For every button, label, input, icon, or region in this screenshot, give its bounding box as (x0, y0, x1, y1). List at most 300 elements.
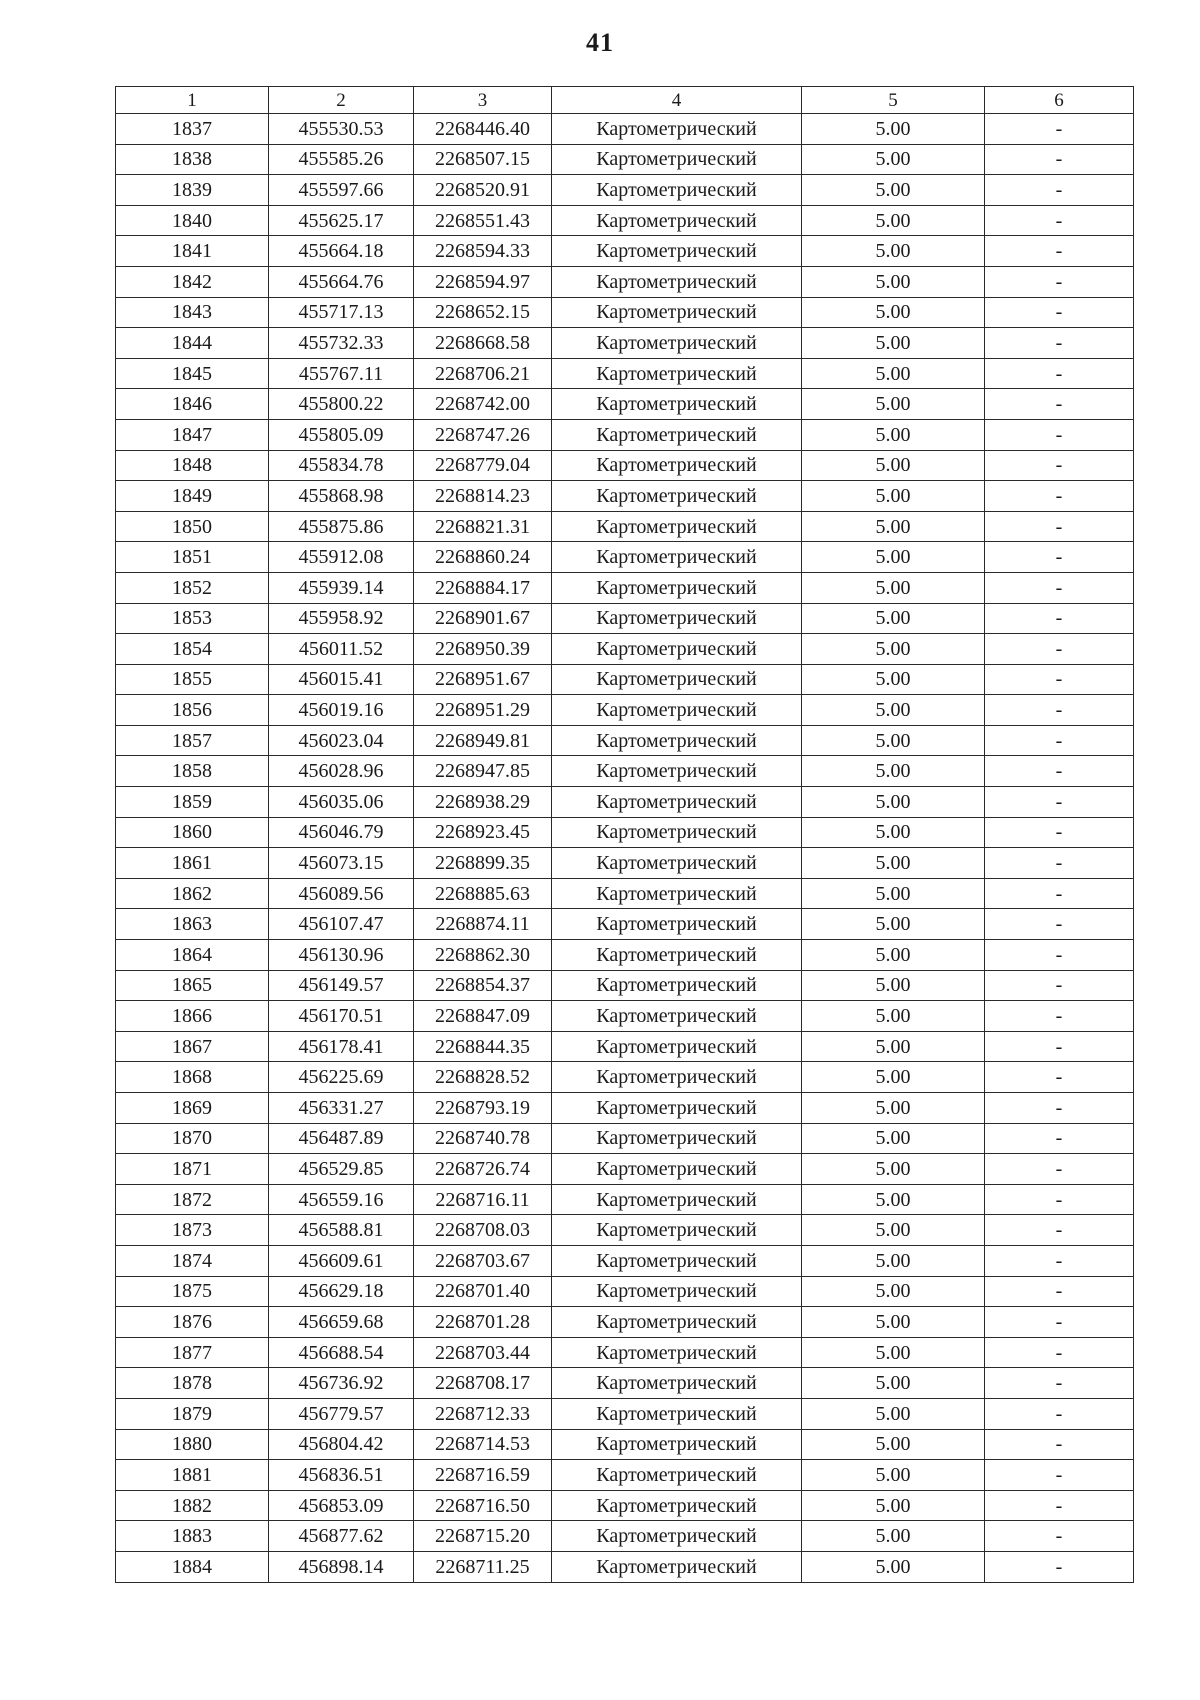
point-number-cell: 1884 (116, 1551, 269, 1582)
note-cell: - (985, 1460, 1134, 1491)
y-coordinate-cell: 2268703.67 (414, 1245, 552, 1276)
x-coordinate-cell: 456559.16 (269, 1184, 414, 1215)
method-cell: Картометрический (552, 389, 802, 420)
method-cell: Картометрический (552, 1123, 802, 1154)
point-number-cell: 1842 (116, 266, 269, 297)
method-cell: Картометрический (552, 1398, 802, 1429)
point-number-cell: 1837 (116, 114, 269, 145)
accuracy-cell: 5.00 (802, 114, 985, 145)
table-row (116, 542, 1134, 573)
point-number-cell: 1854 (116, 634, 269, 665)
note-cell: - (985, 144, 1134, 175)
method-cell: Картометрический (552, 940, 802, 971)
method-cell: Картометрический (552, 572, 802, 603)
accuracy-cell: 5.00 (802, 1154, 985, 1185)
x-coordinate-cell: 456588.81 (269, 1215, 414, 1246)
table-row (116, 940, 1134, 971)
accuracy-cell: 5.00 (802, 1123, 985, 1154)
point-number-cell: 1874 (116, 1245, 269, 1276)
y-coordinate-cell: 2268899.35 (414, 848, 552, 879)
note-cell: - (985, 1215, 1134, 1246)
accuracy-cell: 5.00 (802, 1001, 985, 1032)
x-coordinate-cell: 456898.14 (269, 1551, 414, 1582)
accuracy-cell: 5.00 (802, 1276, 985, 1307)
accuracy-cell: 5.00 (802, 328, 985, 359)
table-row (116, 1521, 1134, 1552)
note-cell: - (985, 909, 1134, 940)
accuracy-cell: 5.00 (802, 1398, 985, 1429)
point-number-cell: 1863 (116, 909, 269, 940)
method-cell: Картометрический (552, 511, 802, 542)
method-cell: Картометрический (552, 1337, 802, 1368)
note-cell: - (985, 603, 1134, 634)
accuracy-cell: 5.00 (802, 511, 985, 542)
method-cell: Картометрический (552, 1154, 802, 1185)
x-coordinate-cell: 456019.16 (269, 695, 414, 726)
note-cell: - (985, 1154, 1134, 1185)
accuracy-cell: 5.00 (802, 175, 985, 206)
accuracy-cell: 5.00 (802, 1093, 985, 1124)
method-cell: Картометрический (552, 1031, 802, 1062)
accuracy-cell: 5.00 (802, 1215, 985, 1246)
point-number-cell: 1869 (116, 1093, 269, 1124)
point-number-cell: 1868 (116, 1062, 269, 1093)
table-row (116, 144, 1134, 175)
point-number-cell: 1849 (116, 481, 269, 512)
x-coordinate-cell: 456015.41 (269, 664, 414, 695)
table-row (116, 909, 1134, 940)
method-cell: Картометрический (552, 1215, 802, 1246)
method-cell: Картометрический (552, 175, 802, 206)
method-cell: Картометрический (552, 1245, 802, 1276)
point-number-cell: 1843 (116, 297, 269, 328)
y-coordinate-cell: 2268716.50 (414, 1490, 552, 1521)
point-number-cell: 1875 (116, 1276, 269, 1307)
table-row (116, 481, 1134, 512)
point-number-cell: 1857 (116, 725, 269, 756)
x-coordinate-cell: 456659.68 (269, 1307, 414, 1338)
y-coordinate-cell: 2268885.63 (414, 878, 552, 909)
x-coordinate-cell: 456331.27 (269, 1093, 414, 1124)
accuracy-cell: 5.00 (802, 1368, 985, 1399)
point-number-cell: 1859 (116, 787, 269, 818)
accuracy-cell: 5.00 (802, 787, 985, 818)
point-number-cell: 1880 (116, 1429, 269, 1460)
note-cell: - (985, 878, 1134, 909)
point-number-cell: 1879 (116, 1398, 269, 1429)
table-row (116, 1276, 1134, 1307)
x-coordinate-cell: 456779.57 (269, 1398, 414, 1429)
y-coordinate-cell: 2268668.58 (414, 328, 552, 359)
accuracy-cell: 5.00 (802, 358, 985, 389)
method-cell: Картометрический (552, 1460, 802, 1491)
note-cell: - (985, 511, 1134, 542)
x-coordinate-cell: 456011.52 (269, 634, 414, 665)
x-coordinate-cell: 456178.41 (269, 1031, 414, 1062)
x-coordinate-cell: 455585.26 (269, 144, 414, 175)
x-coordinate-cell: 456035.06 (269, 787, 414, 818)
point-number-cell: 1848 (116, 450, 269, 481)
y-coordinate-cell: 2268884.17 (414, 572, 552, 603)
accuracy-cell: 5.00 (802, 1245, 985, 1276)
note-cell: - (985, 389, 1134, 420)
accuracy-cell: 5.00 (802, 236, 985, 267)
method-cell: Картометрический (552, 1001, 802, 1032)
accuracy-cell: 5.00 (802, 695, 985, 726)
table-row (116, 878, 1134, 909)
accuracy-cell: 5.00 (802, 450, 985, 481)
point-number-cell: 1883 (116, 1521, 269, 1552)
y-coordinate-cell: 2268652.15 (414, 297, 552, 328)
y-coordinate-cell: 2268828.52 (414, 1062, 552, 1093)
method-cell: Картометрический (552, 1093, 802, 1124)
point-number-cell: 1872 (116, 1184, 269, 1215)
accuracy-cell: 5.00 (802, 1551, 985, 1582)
x-coordinate-cell: 456149.57 (269, 970, 414, 1001)
note-cell: - (985, 328, 1134, 359)
y-coordinate-cell: 2268594.33 (414, 236, 552, 267)
method-cell: Картометрический (552, 419, 802, 450)
accuracy-cell: 5.00 (802, 1337, 985, 1368)
table-row (116, 1337, 1134, 1368)
note-cell: - (985, 1429, 1134, 1460)
accuracy-cell: 5.00 (802, 1429, 985, 1460)
x-coordinate-cell: 455732.33 (269, 328, 414, 359)
x-coordinate-cell: 456023.04 (269, 725, 414, 756)
point-number-cell: 1852 (116, 572, 269, 603)
method-cell: Картометрический (552, 695, 802, 726)
table-row (116, 1490, 1134, 1521)
x-coordinate-cell: 456225.69 (269, 1062, 414, 1093)
note-cell: - (985, 848, 1134, 879)
table-row (116, 358, 1134, 389)
accuracy-cell: 5.00 (802, 634, 985, 665)
y-coordinate-cell: 2268708.03 (414, 1215, 552, 1246)
accuracy-cell: 5.00 (802, 266, 985, 297)
table-header (116, 87, 1134, 114)
table-row (116, 1551, 1134, 1582)
y-coordinate-cell: 2268740.78 (414, 1123, 552, 1154)
table-body (116, 114, 1134, 1583)
x-coordinate-cell: 455597.66 (269, 175, 414, 206)
x-coordinate-cell: 455912.08 (269, 542, 414, 573)
table-row (116, 297, 1134, 328)
column-header: 5 (802, 87, 985, 114)
table-row (116, 1245, 1134, 1276)
y-coordinate-cell: 2268701.40 (414, 1276, 552, 1307)
x-coordinate-cell: 455805.09 (269, 419, 414, 450)
method-cell: Картометрический (552, 1521, 802, 1552)
y-coordinate-cell: 2268860.24 (414, 542, 552, 573)
accuracy-cell: 5.00 (802, 878, 985, 909)
method-cell: Картометрический (552, 848, 802, 879)
method-cell: Картометрический (552, 236, 802, 267)
table-row (116, 1368, 1134, 1399)
point-number-cell: 1871 (116, 1154, 269, 1185)
note-cell: - (985, 419, 1134, 450)
method-cell: Картометрический (552, 664, 802, 695)
column-header: 3 (414, 87, 552, 114)
y-coordinate-cell: 2268779.04 (414, 450, 552, 481)
method-cell: Картометрический (552, 328, 802, 359)
accuracy-cell: 5.00 (802, 1307, 985, 1338)
point-number-cell: 1881 (116, 1460, 269, 1491)
accuracy-cell: 5.00 (802, 940, 985, 971)
x-coordinate-cell: 455664.76 (269, 266, 414, 297)
note-cell: - (985, 1184, 1134, 1215)
point-number-cell: 1844 (116, 328, 269, 359)
note-cell: - (985, 1521, 1134, 1552)
x-coordinate-cell: 455767.11 (269, 358, 414, 389)
note-cell: - (985, 1307, 1134, 1338)
note-cell: - (985, 297, 1134, 328)
note-cell: - (985, 481, 1134, 512)
x-coordinate-cell: 455834.78 (269, 450, 414, 481)
method-cell: Картометрический (552, 1276, 802, 1307)
y-coordinate-cell: 2268874.11 (414, 909, 552, 940)
note-cell: - (985, 1031, 1134, 1062)
accuracy-cell: 5.00 (802, 572, 985, 603)
y-coordinate-cell: 2268951.29 (414, 695, 552, 726)
method-cell: Картометрический (552, 756, 802, 787)
note-cell: - (985, 940, 1134, 971)
point-number-cell: 1845 (116, 358, 269, 389)
column-header: 4 (552, 87, 802, 114)
y-coordinate-cell: 2268716.59 (414, 1460, 552, 1491)
point-number-cell: 1878 (116, 1368, 269, 1399)
table-row (116, 266, 1134, 297)
x-coordinate-cell: 455868.98 (269, 481, 414, 512)
x-coordinate-cell: 456804.42 (269, 1429, 414, 1460)
table-row (116, 787, 1134, 818)
point-number-cell: 1870 (116, 1123, 269, 1154)
accuracy-cell: 5.00 (802, 1031, 985, 1062)
x-coordinate-cell: 456073.15 (269, 848, 414, 879)
method-cell: Картометрический (552, 787, 802, 818)
table-row (116, 328, 1134, 359)
method-cell: Картометрический (552, 542, 802, 573)
x-coordinate-cell: 455625.17 (269, 205, 414, 236)
table-row (116, 1398, 1134, 1429)
method-cell: Картометрический (552, 1429, 802, 1460)
method-cell: Картометрический (552, 481, 802, 512)
note-cell: - (985, 695, 1134, 726)
x-coordinate-cell: 456130.96 (269, 940, 414, 971)
accuracy-cell: 5.00 (802, 389, 985, 420)
table-row (116, 511, 1134, 542)
point-number-cell: 1838 (116, 144, 269, 175)
table-row (116, 1429, 1134, 1460)
y-coordinate-cell: 2268708.17 (414, 1368, 552, 1399)
accuracy-cell: 5.00 (802, 1460, 985, 1491)
table-row (116, 389, 1134, 420)
x-coordinate-cell: 456853.09 (269, 1490, 414, 1521)
y-coordinate-cell: 2268901.67 (414, 603, 552, 634)
y-coordinate-cell: 2268726.74 (414, 1154, 552, 1185)
note-cell: - (985, 725, 1134, 756)
y-coordinate-cell: 2268949.81 (414, 725, 552, 756)
y-coordinate-cell: 2268821.31 (414, 511, 552, 542)
note-cell: - (985, 634, 1134, 665)
x-coordinate-cell: 456487.89 (269, 1123, 414, 1154)
x-coordinate-cell: 456107.47 (269, 909, 414, 940)
point-number-cell: 1855 (116, 664, 269, 695)
method-cell: Картометрический (552, 603, 802, 634)
column-header: 1 (116, 87, 269, 114)
note-cell: - (985, 970, 1134, 1001)
x-coordinate-cell: 456028.96 (269, 756, 414, 787)
method-cell: Картометрический (552, 1307, 802, 1338)
table-row (116, 1001, 1134, 1032)
point-number-cell: 1867 (116, 1031, 269, 1062)
note-cell: - (985, 1062, 1134, 1093)
point-number-cell: 1865 (116, 970, 269, 1001)
method-cell: Картометрический (552, 1490, 802, 1521)
note-cell: - (985, 542, 1134, 573)
method-cell: Картометрический (552, 114, 802, 145)
header-row (116, 87, 1134, 114)
table-row (116, 817, 1134, 848)
table-row (116, 756, 1134, 787)
accuracy-cell: 5.00 (802, 664, 985, 695)
method-cell: Картометрический (552, 297, 802, 328)
column-header: 6 (985, 87, 1134, 114)
y-coordinate-cell: 2268703.44 (414, 1337, 552, 1368)
table-row (116, 419, 1134, 450)
point-number-cell: 1866 (116, 1001, 269, 1032)
method-cell: Картометрический (552, 144, 802, 175)
note-cell: - (985, 664, 1134, 695)
x-coordinate-cell: 455958.92 (269, 603, 414, 634)
x-coordinate-cell: 456170.51 (269, 1001, 414, 1032)
y-coordinate-cell: 2268950.39 (414, 634, 552, 665)
y-coordinate-cell: 2268844.35 (414, 1031, 552, 1062)
table-row (116, 1123, 1134, 1154)
x-coordinate-cell: 456877.62 (269, 1521, 414, 1552)
table-row (116, 1184, 1134, 1215)
method-cell: Картометрический (552, 970, 802, 1001)
table-row (116, 1093, 1134, 1124)
table-row (116, 725, 1134, 756)
y-coordinate-cell: 2268923.45 (414, 817, 552, 848)
y-coordinate-cell: 2268507.15 (414, 144, 552, 175)
point-number-cell: 1858 (116, 756, 269, 787)
x-coordinate-cell: 455664.18 (269, 236, 414, 267)
y-coordinate-cell: 2268594.97 (414, 266, 552, 297)
point-number-cell: 1862 (116, 878, 269, 909)
method-cell: Картометрический (552, 1551, 802, 1582)
point-number-cell: 1856 (116, 695, 269, 726)
point-number-cell: 1861 (116, 848, 269, 879)
method-cell: Картометрический (552, 358, 802, 389)
accuracy-cell: 5.00 (802, 1490, 985, 1521)
x-coordinate-cell: 456089.56 (269, 878, 414, 909)
table-row (116, 664, 1134, 695)
note-cell: - (985, 1551, 1134, 1582)
x-coordinate-cell: 455875.86 (269, 511, 414, 542)
y-coordinate-cell: 2268520.91 (414, 175, 552, 206)
table-row (116, 1154, 1134, 1185)
y-coordinate-cell: 2268742.00 (414, 389, 552, 420)
accuracy-cell: 5.00 (802, 817, 985, 848)
y-coordinate-cell: 2268716.11 (414, 1184, 552, 1215)
note-cell: - (985, 1001, 1134, 1032)
note-cell: - (985, 450, 1134, 481)
accuracy-cell: 5.00 (802, 205, 985, 236)
y-coordinate-cell: 2268551.43 (414, 205, 552, 236)
coordinates-table (115, 86, 1134, 1583)
y-coordinate-cell: 2268793.19 (414, 1093, 552, 1124)
y-coordinate-cell: 2268847.09 (414, 1001, 552, 1032)
method-cell: Картометрический (552, 266, 802, 297)
point-number-cell: 1876 (116, 1307, 269, 1338)
y-coordinate-cell: 2268814.23 (414, 481, 552, 512)
column-header: 2 (269, 87, 414, 114)
table-row (116, 572, 1134, 603)
y-coordinate-cell: 2268854.37 (414, 970, 552, 1001)
table-row (116, 695, 1134, 726)
table-row (116, 114, 1134, 145)
x-coordinate-cell: 456736.92 (269, 1368, 414, 1399)
note-cell: - (985, 1398, 1134, 1429)
table-row (116, 634, 1134, 665)
method-cell: Картометрический (552, 205, 802, 236)
note-cell: - (985, 1368, 1134, 1399)
point-number-cell: 1841 (116, 236, 269, 267)
method-cell: Картометрический (552, 1184, 802, 1215)
x-coordinate-cell: 456046.79 (269, 817, 414, 848)
method-cell: Картометрический (552, 909, 802, 940)
note-cell: - (985, 1093, 1134, 1124)
accuracy-cell: 5.00 (802, 481, 985, 512)
accuracy-cell: 5.00 (802, 1184, 985, 1215)
y-coordinate-cell: 2268747.26 (414, 419, 552, 450)
point-number-cell: 1840 (116, 205, 269, 236)
point-number-cell: 1850 (116, 511, 269, 542)
x-coordinate-cell: 456529.85 (269, 1154, 414, 1185)
y-coordinate-cell: 2268951.67 (414, 664, 552, 695)
note-cell: - (985, 1337, 1134, 1368)
accuracy-cell: 5.00 (802, 909, 985, 940)
x-coordinate-cell: 456609.61 (269, 1245, 414, 1276)
table-row (116, 1460, 1134, 1491)
x-coordinate-cell: 456688.54 (269, 1337, 414, 1368)
accuracy-cell: 5.00 (802, 1062, 985, 1093)
point-number-cell: 1877 (116, 1337, 269, 1368)
y-coordinate-cell: 2268938.29 (414, 787, 552, 818)
y-coordinate-cell: 2268446.40 (414, 114, 552, 145)
accuracy-cell: 5.00 (802, 756, 985, 787)
accuracy-cell: 5.00 (802, 542, 985, 573)
note-cell: - (985, 817, 1134, 848)
table-row (116, 1307, 1134, 1338)
y-coordinate-cell: 2268711.25 (414, 1551, 552, 1582)
method-cell: Картометрический (552, 634, 802, 665)
table-row (116, 848, 1134, 879)
method-cell: Картометрический (552, 1368, 802, 1399)
y-coordinate-cell: 2268714.53 (414, 1429, 552, 1460)
note-cell: - (985, 1123, 1134, 1154)
table-row (116, 1215, 1134, 1246)
y-coordinate-cell: 2268947.85 (414, 756, 552, 787)
accuracy-cell: 5.00 (802, 970, 985, 1001)
method-cell: Картометрический (552, 450, 802, 481)
table-row (116, 450, 1134, 481)
accuracy-cell: 5.00 (802, 725, 985, 756)
table-row (116, 1031, 1134, 1062)
point-number-cell: 1846 (116, 389, 269, 420)
accuracy-cell: 5.00 (802, 297, 985, 328)
